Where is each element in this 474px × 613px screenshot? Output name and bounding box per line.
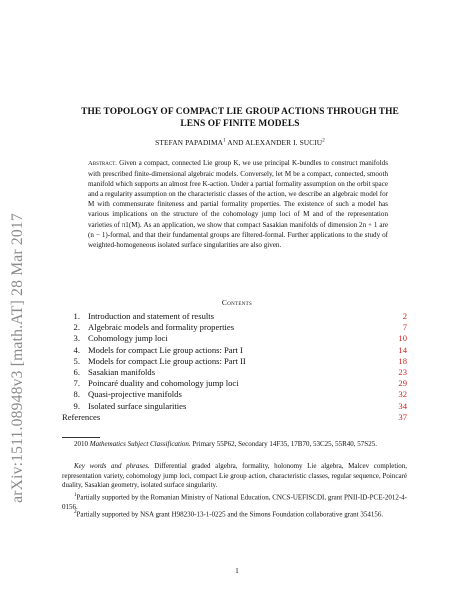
toc-entry[interactable] [62,333,407,344]
author-connector: AND [225,138,246,147]
toc-entry-title: Models for compact Lie group actions: Part I [88,344,243,355]
toc-entry[interactable] [62,322,407,333]
toc-entry-number: 2. [73,322,80,333]
toc-entry-title: Models for compact Lie group actions: Part II [88,355,246,366]
author-2-name: ALEXANDER I. SUCIU [245,138,323,147]
toc-entry[interactable] [62,378,407,389]
contents-heading: Contents [221,298,253,307]
toc-entry-page-link[interactable]: 32 [398,389,407,400]
footnote-keywords [62,462,407,491]
keywords-label: Key words and phrases. [74,462,150,470]
toc-entry-number: 5. [73,355,80,366]
toc-entry-page-link[interactable]: 23 [398,366,407,377]
toc-entry-title: Introduction and statement of results [88,311,215,321]
abstract [88,158,388,250]
toc-entry-title: Sasakian manifolds [88,366,156,377]
toc-entry-number: 9. [73,400,80,411]
toc-entry-page-link[interactable]: 14 [398,344,407,355]
toc-entry-title: Cohomology jump loci [88,333,168,344]
toc-entry-number: 4. [73,344,80,355]
footnote-2 [62,508,407,520]
toc-entry[interactable] [62,367,407,378]
msc-year: 2010 [74,440,90,448]
author-1-footnote-mark: 1 [223,138,226,144]
toc-entry-title: Isolated surface singularities [88,400,187,411]
footnote-2-mark: 2 [74,510,77,515]
toc-entry-page-link[interactable]: 2 [402,311,407,321]
abstract-text: Given a compact, connected Lie group K, we use principal K-bundles to construct manifolds with prescribed finite-dimensional algebraic models. Conversely, let M be a compact, connected, smooth manifold which supports an almost free K-action. Under a partial formality assumption on the orbit space and a regularity assumption on the characteristic classes of the action, we describe an algebraic model for M with commensurate finiteness and partial formality properties. The existence of such a model has various implications on the structure of the cohomology jump loci of M and of the representation varieties of π1(M). As an application, we show that compact Sasakian manifolds of dimension 2n + 1 are (n − 1)-formal, and that their fundamental groups are filtered-formal. Further applications to the study of weighted-homogeneous isolated surface singularities are also given. [88,159,388,249]
toc-entry-page-link[interactable]: 29 [398,378,407,389]
footnote-rule [62,437,100,438]
toc-entry-title: Quasi-projective manifolds [88,389,182,400]
arxiv-identifier-stamp [7,138,29,578]
toc-entry[interactable] [62,401,407,412]
toc-entry-title: Poincaré duality and cohomology jump loci [88,378,239,389]
toc-entry-number: 6. [73,366,80,377]
toc-entry-page-link[interactable]: 10 [398,333,407,344]
toc-entry-page-link[interactable]: 18 [398,355,407,366]
table-of-contents [62,311,407,423]
toc-entry-page-link[interactable]: 37 [398,411,407,422]
paper-title-line-2: LENS OF FINITE MODELS [180,119,300,129]
toc-entry-page-link[interactable]: 7 [402,322,407,333]
toc-entry-page-link[interactable]: 34 [398,400,407,411]
keywords-text: Differential graded algebra, formality, holonomy Lie algebra, Malcev completion, representation variety, cohomology jump loci, compact Lie group action, characteristic classes, regular sequence, Poincaré duality, Sasakian geometry, isolated surface singularity. [62,462,407,490]
toc-entry-title: References [62,411,101,422]
toc-entry[interactable] [62,345,407,356]
page-number: 1 [235,566,239,575]
paper-title-line-1: THE TOPOLOGY OF COMPACT LIE GROUP ACTIONS THROUGH THE [81,107,399,117]
abstract-label: Abstract. [88,160,117,167]
toc-entry-references[interactable] [62,412,407,423]
msc-label: Mathematics Subject Classification. [89,440,191,448]
paper-title [70,106,410,130]
toc-entry-number: 8. [73,389,80,400]
toc-entry-title: Algebraic models and formality properties [88,322,235,333]
toc-entry-number: 3. [73,333,80,344]
toc-entry[interactable] [62,389,407,400]
footnote-2-text: Partially supported by NSA grant H98230-13-1-0225 and the Simons Foundation collaborative grant 354156. [76,510,384,519]
toc-entry[interactable] [62,356,407,367]
author-1-name: STEFAN PAPADIMA [155,138,224,147]
author-2-footnote-mark: 2 [322,138,325,144]
author-list [90,138,390,147]
footnote-1-text: Partially supported by the Romanian Ministry of National Education, CNCS-UEFISCDI, grant PNII-ID-PCE-2012-4-0156. [62,493,407,511]
footnote-msc [62,440,407,450]
toc-entry-number: 1. [73,311,80,321]
arxiv-identifier-text: arXiv:1511.08948v3 [math.AT] 28 Mar 2017 [9,213,26,503]
msc-text: Primary 55P62, Secondary 14F35, 17B70, 53C25, 55R40, 57S25. [190,440,377,448]
toc-entry-number: 7. [73,378,80,389]
toc-entry[interactable] [62,311,407,322]
footnote-1-mark: 1 [74,493,77,498]
